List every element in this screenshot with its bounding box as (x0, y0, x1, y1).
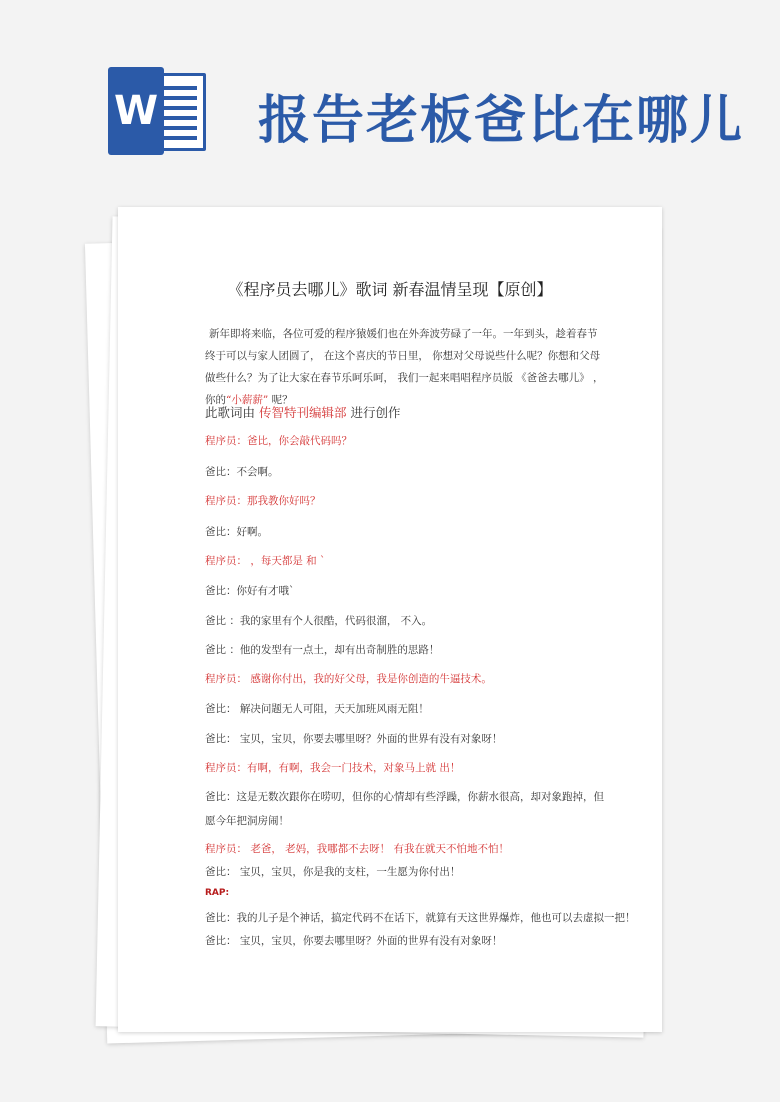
credit-text: 此歌词由 (205, 405, 259, 420)
lyric-paragraph: 爸比：这是无数次跟你在唠叨，但你的心情却有些浮躁，你薪水很高，却对象跑掉，但愿今年把洞房闹！ (205, 791, 604, 827)
lyric-line: 爸比：你好有才哦` (205, 585, 295, 597)
credit-text-end: 进行创作 (346, 405, 401, 420)
lyric-line: 程序员：爸比，你会敲代码吗？ (205, 435, 352, 447)
word-icon (108, 67, 208, 155)
lyric-line: 爸比：不会啊。 (205, 466, 279, 478)
intro-paragraph (205, 323, 605, 411)
lyric-line: 程序员： 感谢你付出，我的好父母，我是你创造的牛逼技术。 (205, 673, 492, 685)
intro-highlight: “小薪薪” (226, 394, 269, 406)
lyric-line: 爸比： 解决问题无人可阻，天天加班风雨无阻！ (205, 703, 429, 715)
intro-text-end: 呢？ (268, 394, 293, 406)
lyric-line: 爸比：我的儿子是个神话，搞定代码不在话下，就算有天这世界爆炸，他也可以去虚拟一把！ (205, 912, 636, 924)
lyric-line: 程序员： 老爸， 老妈，我哪都不去呀！ 有我在就天不怕地不怕！ (205, 843, 510, 855)
page-title: 报告老板爸比在哪儿 (258, 91, 745, 151)
lyric-line: 爸比： 宝贝，宝贝，你是我的支柱，一生愿为你付出！ (205, 866, 461, 878)
lyric-line: 爸比： 宝贝，宝贝，你要去哪里呀？外面的世界有没有对象呀！ (205, 935, 503, 947)
document-title: 《程序员去哪儿》歌词 新春温情呈现【原创】 (227, 280, 553, 299)
document-page (118, 207, 662, 1032)
lyric-line: 程序员： ，每天都是 和 ` (205, 555, 326, 567)
lyric-line: 程序员：有啊，有啊，我会一门技术，对象马上就 出！ (205, 762, 461, 774)
intro-text: 新年即将来临，各位可爱的程序猿媛们也在外奔波劳碌了一年。一年到头，趁着春节终于可以与家人团圆了， 在这个喜庆的节日里， 你想对父母说些什么呢？你想和父母做些什么？为了让大家在春节乐呵乐呵， 我们一起来唱唱程序员版 《爸爸去哪儿》 ，你的 (205, 328, 604, 406)
credit-line (205, 403, 400, 421)
lyric-line: 爸比 ：他的发型有一点土，却有出奇制胜的思路！ (205, 644, 440, 656)
lyric-line: 爸比： 宝贝，宝贝，你要去哪里呀？外面的世界有没有对象呀！ (205, 733, 503, 745)
rap-label: RAP: (205, 888, 230, 898)
lyric-line: 爸比 ：我的家里有个人很酷，代码很溜， 不入。 (205, 615, 433, 627)
lyric-line: 程序员：那我教你好吗？ (205, 495, 321, 507)
word-badge: W (108, 67, 164, 155)
credit-highlight: 传智特刊编辑部 (258, 405, 347, 420)
lyric-line: 爸比：好啊。 (205, 526, 268, 538)
header (0, 0, 780, 200)
